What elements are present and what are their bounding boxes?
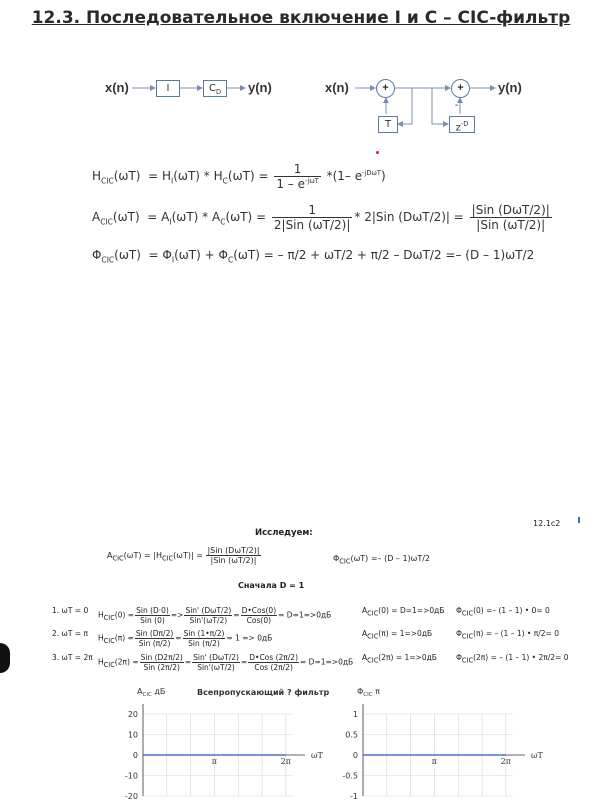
y-tick-label: 0 [352,751,358,760]
phase-chart [335,684,543,804]
case-condition: 1. ωT = 0 [52,606,89,615]
block-diagram-connectors [0,60,602,150]
x-tick-label: π [211,757,218,766]
case-condition: 3. ωT = 2π [52,653,93,662]
y-tick-label: 20 [127,710,138,719]
formula-a: $A_{CIC}(\omega T) = A_I(\omega T) * A_C(\omega T)$ = $\frac{1}{\text{2|Sin (ωT/2)|}}$ * 2|Sin (DωT/2)| = $\frac{\text{|Sin (DωT/2)|}}{\text{|Sin (ωT/2)|}}$ [92,203,550,232]
case-a-value: $A_{CIC}(\pi) = 1=>0дБ$ [362,629,433,641]
case-condition: 2. ωT = π [52,629,88,638]
y-axis-label: $\Phi_{CIC}$ π [357,687,380,698]
slide-page-label: 12.1c2 [533,519,561,528]
y-tick-label: -20 [124,792,138,801]
y-axis-label: $A_{CIC}$ дБ [137,687,166,698]
comb-block: $C_D$ [203,80,227,97]
diagram-left-output: y(n) [248,80,272,95]
y-tick-label: -0.5 [342,771,358,781]
amplitude-chart [115,684,323,804]
case-h-derivation: $H_{CIC}(\pi)$ = $\frac{\text{Sin (Dπ/2)}}{\text{Sin (π/2)}}$ = $\frac{\text{Sin (1•π/2)}}{\text{Sin (π/2)}}$ = 1 => 0дБ [98,629,273,648]
x-tick-label: 2π [280,757,292,766]
blue-marker [578,517,580,523]
case-h-derivation: $H_{CIC}(2\pi)$ = $\frac{\text{Sin (D2π/2)}}{\text{Sin (2π/2)}}$ = $\frac{\text{Sin' (DωT/2)}}{\text{Sin'(ωT/2)}}$ = $\frac{\text{D•Cos (2π/2)}}{\text{Cos (2π/2)}}$ = D=1=>0дБ [98,653,354,672]
delay-zd-block: $z^{-D}$ [449,116,475,133]
investigate-heading: Исследуем: [255,528,313,538]
y-tick-label: -1 [350,792,358,801]
y-tick-label: 0.5 [345,730,358,740]
first-case-label: Сначала D = 1 [238,581,305,590]
formula-h: $H_{CIC}(\omega T) = H_I(\omega T) * H_C(\omega T)$ = $\frac{1}{1 - e^{-j\omega T}}$ *(1– $e^{-jD\omega T}$) [92,162,386,191]
case-phi-value: $\Phi_{CIC}(2\pi)$ = – (1 – 1) • 2π/2= 0 [456,653,569,665]
diagram-right-output: y(n) [498,80,522,95]
subtract-sign: - [455,100,459,111]
x-axis-label: ωT [311,751,323,760]
side-control-handle[interactable] [0,643,10,673]
formula-phi: $\Phi_{CIC}(\omega T) = \Phi_I(\omega T) + \Phi_C(\omega T)$ = – π/2 + ωT/2 + π/2 – DωT/2 =– (D – 1)ωT/2 [92,248,535,265]
diagram-right-input: x(n) [325,80,349,95]
red-dot-marker [376,151,379,154]
adder-2: + [451,79,470,98]
y-tick-label: -10 [124,771,138,781]
case-a-value: $A_{CIC}(0) = D=1=>0дБ$ [362,606,445,618]
diagram-left-input: x(n) [105,80,129,95]
allpass-label: Всепропускающий ? фильтр [197,688,330,697]
x-axis-label: ωT [531,751,543,760]
y-tick-label: 0 [132,751,138,760]
x-tick-label: 2π [500,757,512,766]
case-phi-value: $\Phi_{CIC}(0) =- (1 - 1)$ • 0= 0 [456,606,550,618]
case-h-derivation: $H_{CIC}(0)$ = $\frac{\text{Sin (D·0)}}{\text{Sin (0)}}$ => $\frac{\text{Sin' (DωT/2)}}{\text{Sin'(ωT/2)}}$ = $\frac{\text{D•Cos(0)}}{\text{Cos(0)}}$ = D=1=>0дБ [98,606,332,625]
page-title: 12.3. Последовательное включение I и С – CIC-фильтр [31,8,571,28]
slide2-phi-formula: $\Phi_{CIC}(\omega T) =- (D - 1)\omega T/2$ [333,554,431,566]
delay-t-block: T [378,116,398,133]
case-a-value: $A_{CIC}(2\pi) = 1=>0дБ$ [362,653,437,665]
integrator-block: I [156,80,180,97]
slide2-a-formula: $A_{CIC}(\omega T) = |H_{CIC}(\omega T)|$ = $\frac{\text{|Sin (DωT/2)|}}{\text{|Sin (ωT/2)|}}$ [107,546,260,565]
case-phi-value: $\Phi_{CIC}(\pi)$ = – (1 – 1) • π/2= 0 [456,629,559,641]
y-tick-label: 1 [352,710,358,719]
x-tick-label: π [431,757,438,766]
y-tick-label: 10 [127,730,138,740]
adder-1: + [376,79,395,98]
